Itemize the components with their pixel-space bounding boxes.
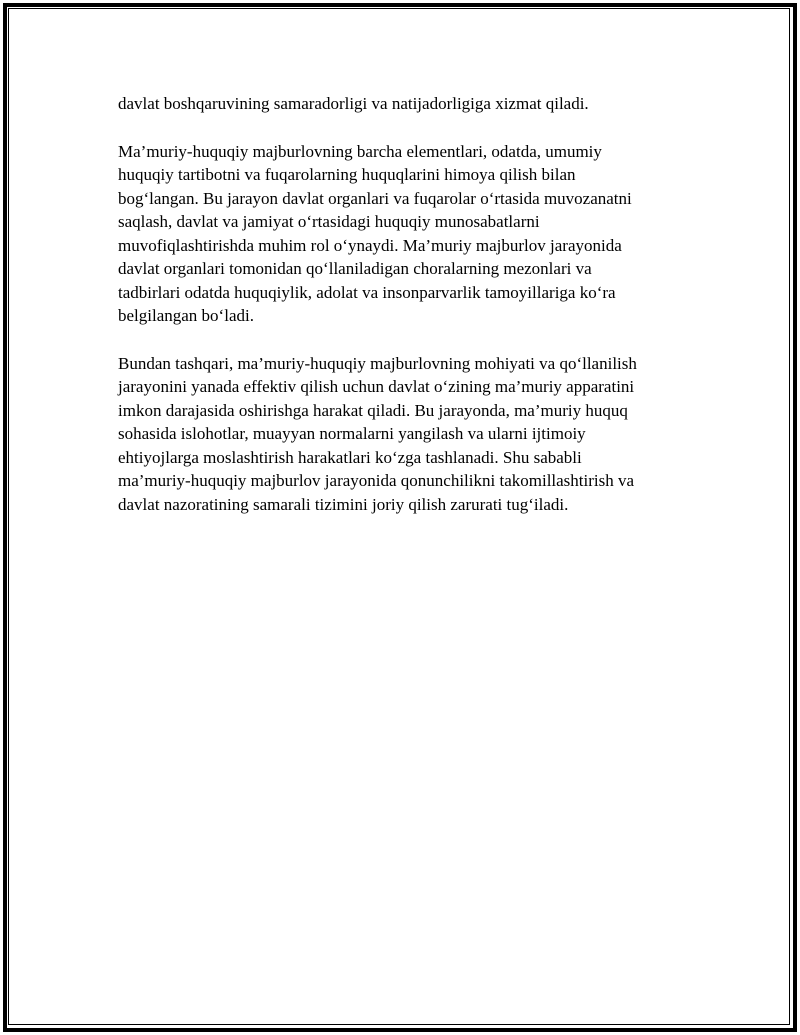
paragraph-3: Bundan tashqari, ma’muriy-huquqiy majburlovning mohiyati va qo‘llanilish jarayonini yanada effektiv qilish uchun davlat o‘zining ma’muriy apparatini imkon darajasida oshirishga harakat qiladi. Bu jarayonda, ma’muriy huquq sohasida islohotlar, muayyan normalarni yangilash va ularni ijtimoiy ehtiyojlarga moslashtirish harakatlari ko‘zga tashlanadi. Shu sababli ma’muriy-huquqiy majburlov jarayonida qonunchilikni takomillashtirish va davlat nazoratining samarali tizimini joriy qilish zarurati tug‘iladi. (118, 353, 637, 514)
document-body (118, 92, 708, 540)
paragraph-2: Ma’muriy-huquqiy majburlovning barcha elementlari, odatda, umumiy huquqiy tartibotni va fuqarolarning huquqlarini himoya qilish bilan bog‘langan. Bu jarayon davlat organlari va fuqarolar o‘rtasida muvozanatni saqlash, davlat va jamiyat o‘rtasidagi huquqiy munosabatlarni muvofiqlashtirishda muhim rol o‘ynaydi. Ma’muriy majburlov jarayonida davlat organlari tomonidan qo‘llaniladigan choralarning mezonlari va tadbirlari odatda huquqiylik, adolat va insonparvarlik tamoyillariga ko‘ra belgilangan bo‘ladi. (118, 141, 632, 325)
paragraph-1: davlat boshqaruvining samaradorligi va natijadorligiga xizmat qiladi. (118, 94, 589, 113)
